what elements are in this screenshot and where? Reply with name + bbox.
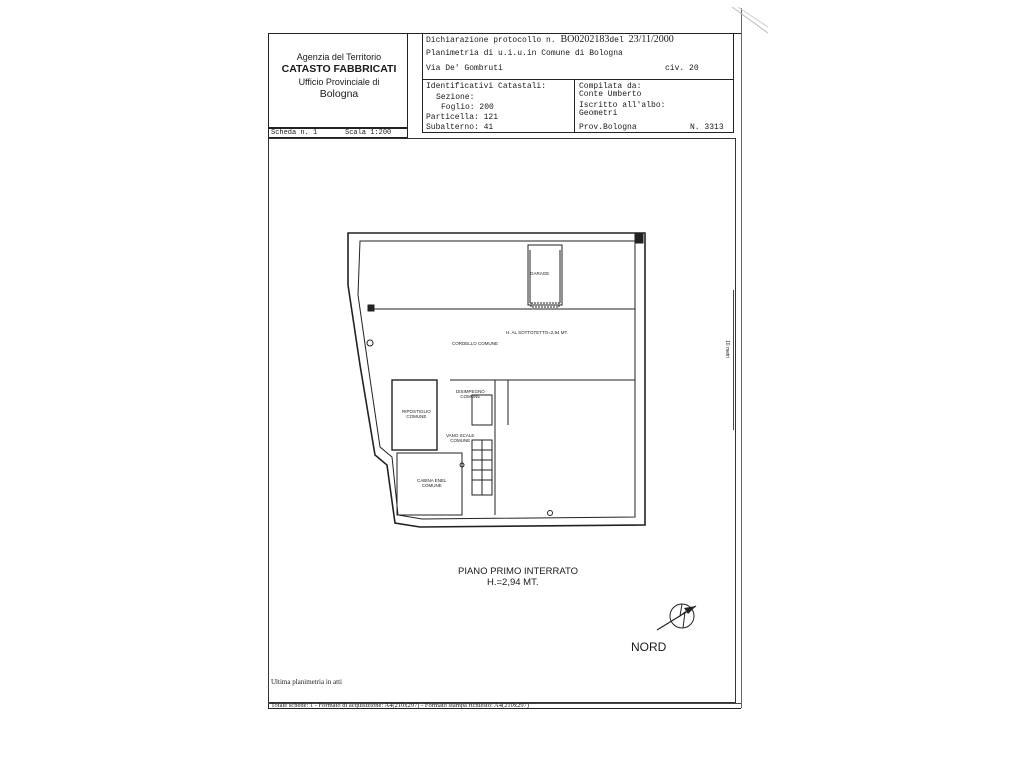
- particella-value: 121: [483, 113, 499, 122]
- compilata-label: Compilata da:: [579, 82, 642, 91]
- room-cabina-line1: CABINA ENEL: [417, 478, 447, 483]
- n-label: N.: [690, 123, 700, 132]
- n-line: [690, 123, 724, 132]
- room-cortello: CORDELLO COMUNE: [452, 341, 499, 346]
- room-ripostiglio-line2: COMUNE: [406, 414, 427, 419]
- scala-label: Scala: [345, 129, 367, 137]
- protocol-date: 23/11/2000: [628, 34, 674, 45]
- room-vano-scale-line2: COMUNE: [450, 438, 471, 443]
- prov-label: Prov.: [579, 123, 604, 132]
- sezione-label: Sezione:: [436, 93, 475, 102]
- side-scale-line: [733, 290, 734, 430]
- protocol-line: [426, 34, 674, 45]
- sezione-line: [436, 93, 474, 102]
- agency-line4: Bologna: [319, 88, 359, 100]
- foglio-label: Foglio:: [441, 103, 475, 112]
- identificativi-label: Identificativi Catastali:: [426, 82, 547, 91]
- compilata-value: Conte Umberto: [579, 90, 642, 99]
- scheda-line: [271, 129, 317, 137]
- footer-ultima: Ultima planimetria in atti: [271, 678, 342, 686]
- foglio-value: 200: [479, 103, 494, 112]
- floor-plan: [340, 225, 660, 535]
- particella-label: Particella:: [426, 113, 479, 122]
- sheet-right-edge: [741, 8, 742, 708]
- scheda-label: Scheda n.: [271, 129, 309, 137]
- protocol-del: del: [609, 36, 624, 45]
- floor-title: PIANO PRIMO INTERRATO: [458, 566, 578, 577]
- scala-line: [345, 129, 391, 137]
- planimetria-line: Planimetria di u.i.u.in Comune di Bologna: [426, 49, 623, 58]
- prov-line: [579, 123, 637, 132]
- civ-number: 20: [689, 64, 699, 73]
- room-ripostiglio-line1: RIPOSTIGLIO: [402, 409, 431, 414]
- room-ripostiglio: [402, 409, 431, 419]
- north-arrow-icon: [652, 598, 702, 638]
- north-label: NORD: [631, 640, 667, 654]
- civ-label: civ.: [665, 64, 685, 73]
- floor-height: H.=2,94 MT.: [487, 577, 539, 588]
- iscritto-label: Iscritto all'albo:: [579, 101, 666, 110]
- room-disimpegno-line1: DISIMPEGNO: [456, 389, 485, 394]
- agency-line2: CATASTO FABBRICATI: [281, 63, 397, 75]
- agency-line3: Ufficio Provinciale di: [298, 77, 380, 87]
- address: Via De' Gombruti: [426, 64, 503, 73]
- protocol-label: Dichiarazione protocollo n.: [426, 36, 556, 45]
- scheda-value: 1: [313, 129, 318, 137]
- civ-line: [665, 64, 699, 73]
- room-disimpegno-line2: COMUNE: [460, 394, 481, 399]
- room-h-sottotetto: H. AL SOTTOTETTO=2,94 MT.: [506, 330, 569, 335]
- agency-line1: Agenzia del Territorio: [296, 52, 382, 62]
- side-scale-label: 10 metri: [724, 340, 730, 359]
- room-cabina: [417, 478, 447, 488]
- foglio-line: [441, 103, 494, 112]
- room-vano-scale: [446, 433, 474, 443]
- agency-block: [271, 37, 407, 128]
- iscritto-value: Geometri: [579, 109, 618, 118]
- subalterno-label: Subalterno:: [426, 123, 479, 132]
- room-garage: GARAGE: [530, 271, 550, 276]
- particella-line: [426, 113, 498, 122]
- room-vano-scale-line1: VANO SCALE: [446, 433, 475, 438]
- identificativi-divider: [574, 79, 575, 133]
- scala-value: 1:200: [370, 129, 392, 137]
- subalterno-line: [426, 123, 493, 132]
- room-disimpegno: [456, 389, 485, 399]
- footer-totale: Totale schede: 1 - Formato di acquisizione: A4(210x297) - Formato stampa richiesto: A4(210x297): [271, 702, 530, 709]
- n-value: 3313: [704, 123, 724, 132]
- scan-corner-mark: [730, 5, 770, 35]
- protocol-number: BO0202183: [560, 34, 610, 45]
- room-cabina-line2: COMUNE: [421, 483, 442, 488]
- declaration-divider: [422, 79, 734, 80]
- subalterno-value: 41: [483, 123, 494, 132]
- prov-value: Bologna: [603, 123, 637, 132]
